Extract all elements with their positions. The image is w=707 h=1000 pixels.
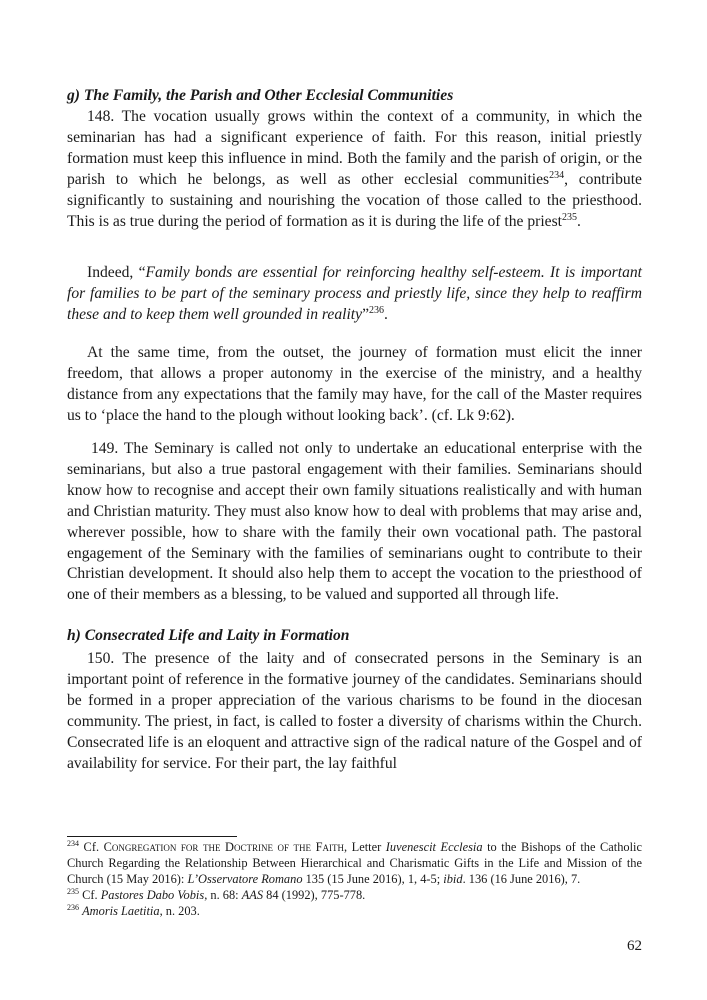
section-heading-g: g) The Family, the Parish and Other Ecclesial Communities [67, 87, 454, 104]
footnote-235: $^{235}$ Cf. Pastores Dabo Vobis, n. 68: AAS 84 (1992), 775-778. [67, 887, 366, 903]
footnote-236: $^{236}$ Amoris Laetitia, n. 203. [67, 903, 200, 919]
paragraph-same-time: At the same time, from the outset, the journey of formation must elicit the inner freedom, that allows a proper autonomy in the exercise of the ministry, and a healthy distance from any expectations that the family may have, for the call of the Master requires us to ‘place the hand to the plough without looking back’. (cf. Lk 9:62). [67, 344, 642, 424]
footnotes [67, 839, 642, 919]
footnote-ref-236[interactable]: 236 [368, 304, 384, 316]
p148-text-1: 148. The vocation usually grows within the context of a community, in which the seminarian has had a significant experience of faith. For this reason, initial priestly formation must keep this influence in mind. Both the family and the parish of origin, or the parish to which he belongs, as well as other ecclesial communities [67, 108, 642, 188]
footnote-divider [67, 836, 237, 837]
footnote-ref-234[interactable]: 234 [549, 169, 565, 181]
paragraph-149: 149. The Seminary is called not only to undertake an educational enterprise with the seminarians, but also a true pastoral engagement with their families. Seminarians should know how to recognise and accept their own family situations realistically and with human and Christian maturity. They must also know how to deal with problems that may arise and, wherever possible, how to share with the family their own vocational path. The pastoral engagement of the Seminary with the families of seminarians ought to contribute to their Christian development. It should also help them to accept the vocation to the priesthood of one of their members as a blessing, to be valued and supported all through life. [67, 440, 642, 604]
section-heading-h: h) Consecrated Life and Laity in Formation [67, 627, 350, 644]
family-bonds-quote: Family bonds are essential for reinforcing healthy self-esteem. It is important for families to be part of the seminary process and priestly life, since they help to reaffirm these and to keep them well grounded in reality [67, 264, 642, 323]
footnote-234: $^{234}$ Cf. Congregation for the Doctrine of the Faith, Letter Iuvenescit Ecclesia to the Bishops of the Catholic Church Regarding the Relationship Between Hierarchical and Charismatic Gifts in the Life and Mission of the Church (15 May 2016): L’Osservatore Romano 135 (15 June 2016), 1, 4-5; ibid. 136 (16 June 2016), 7. [67, 839, 642, 887]
paragraph-148: 148. The vocation usually grows within the context of a community, in which the seminarian has had a significant experience of faith. For this reason, initial priestly formation must keep this influence in mind. Both the family and the parish of origin, or the parish to which he belongs, as well as other ecclesial communities$^{234}$, contribute significantly to sustaining and nourishing the vocation of those called to the priesthood. This is as true during the period of formation as it is during the life of the priest$^{235}$. [67, 108, 642, 230]
page-number: 62 [627, 938, 642, 954]
footnote-ref-235[interactable]: 235 [562, 211, 577, 223]
paragraph-150: 150. The presence of the laity and of consecrated persons in the Seminary is an important point of reference in the formative journey of the candidates. Seminarians should be formed in a proper appreciation of the various charisms to be found in the diocesan community. The priest, in fact, is called to foster a diversity of charisms within the Church. Consecrated life is an eloquent and attractive sign of the radical nature of the Gospel and of availability for service. For their part, the lay faithful [67, 650, 642, 772]
p148-text-2: , contribute significantly to sustaining and nourishing the vocation of those called to the priesthood. This is as true during the period of formation as it is during the life of the priest [67, 170, 642, 230]
paragraph-indeed: Indeed, “Family bonds are essential for reinforcing healthy self-esteem. It is important for families to be part of the seminary process and priestly life, since they help to reaffirm these and to keep them well grounded in reality”$^{236}$. [67, 264, 642, 323]
